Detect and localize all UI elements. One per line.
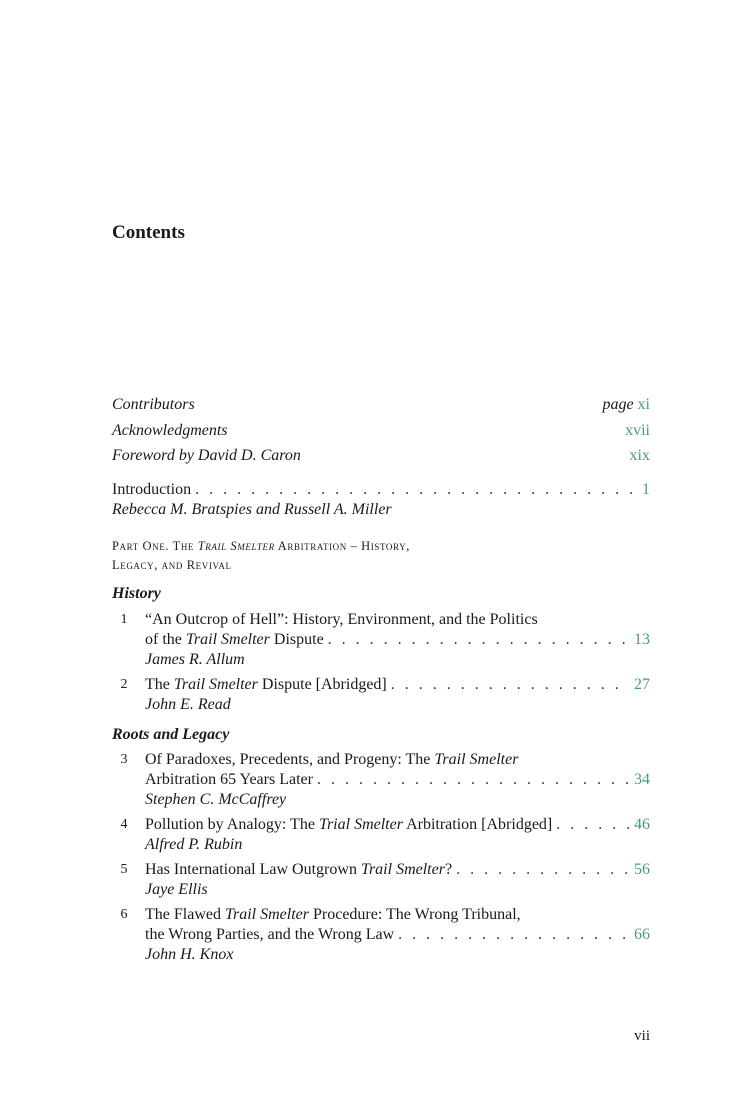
part-heading-line2: Legacy, and Revival [112,558,232,572]
chapter-3-title-line1[interactable]: Of Paradoxes, Precedents, and Progeny: The Trail Smelter [145,751,519,768]
entry-author: Jaye Ellis [145,881,208,898]
dot-leader [456,859,630,881]
entry-title: Foreword by David D. Caron [112,447,301,464]
page-number: 13 [634,631,650,648]
page-number: xix [629,447,650,464]
entry-author: James R. Allum [145,651,245,668]
chapter-2-title[interactable]: The Trail Smelter Dispute [Abridged] . . . 27 [145,674,650,696]
chapter-1-title-line2[interactable]: of the Trail Smelter Dispute . . . 13 [145,629,650,651]
chapter-number: 3 [120,752,128,767]
page-number: 56 [634,861,650,878]
page-number: 34 [634,771,650,788]
toc-entry-acknowledgments[interactable] [112,420,650,442]
chapter-1-title-line1[interactable]: “An Outcrop of Hell”: History, Environment, and the Politics [145,611,538,628]
page-number: xvii [625,422,650,439]
chapter-number: 2 [120,677,128,692]
page-number: 27 [634,676,650,693]
entry-author: Stephen C. McCaffrey [145,791,287,808]
entry-author: John E. Read [145,696,231,713]
page-folio: vii [634,1028,650,1044]
entry-author: Rebecca M. Bratspies and Russell A. Miller [112,501,392,518]
page-number: 66 [634,926,650,943]
chapter-number: 6 [120,907,128,922]
chapter-4-title[interactable]: Pollution by Analogy: The Trial Smelter Arbitration [Abridged] . . . 46 [145,814,650,836]
dot-leader [317,769,630,791]
page-number: 1 [642,481,650,498]
dot-leader [328,629,630,651]
chapter-6-title-line1[interactable]: The Flawed Trail Smelter Procedure: The Wrong Tribunal, [145,906,521,923]
chapter-number: 5 [120,862,128,877]
entry-author: Alfred P. Rubin [145,836,243,853]
dot-leader [195,479,638,501]
page-label: page [602,396,634,413]
entry-title: Acknowledgments [112,422,228,439]
chapter-number: 1 [120,612,128,627]
entry-title: Introduction [112,481,192,498]
chapter-6-title-line2[interactable]: the Wrong Parties, and the Wrong Law . . . 66 [145,924,650,946]
section-heading-history: History [112,585,161,602]
entry-title: Contributors [112,396,195,413]
toc-entry-foreword[interactable] [112,445,650,467]
chapter-3-title-line2[interactable]: Arbitration 65 Years Later . . . 34 [145,769,650,791]
dot-leader [391,674,630,696]
chapter-5-title[interactable]: Has International Law Outgrown Trail Smelter? . . . 56 [145,859,650,881]
page-number: 46 [634,816,650,833]
chapter-number: 4 [120,817,128,832]
toc-entry-introduction[interactable] [112,479,650,501]
toc-entry-contributors[interactable] [112,394,650,416]
section-heading-roots-and-legacy: Roots and Legacy [112,726,230,743]
page-number: xi [637,396,650,413]
part-heading-line1: Part One. The Trail Smelter Arbitration – History, [112,539,410,553]
dot-leader [556,814,630,836]
contents-heading: Contents [112,222,185,243]
dot-leader [398,924,630,946]
entry-author: John H. Knox [145,946,234,963]
